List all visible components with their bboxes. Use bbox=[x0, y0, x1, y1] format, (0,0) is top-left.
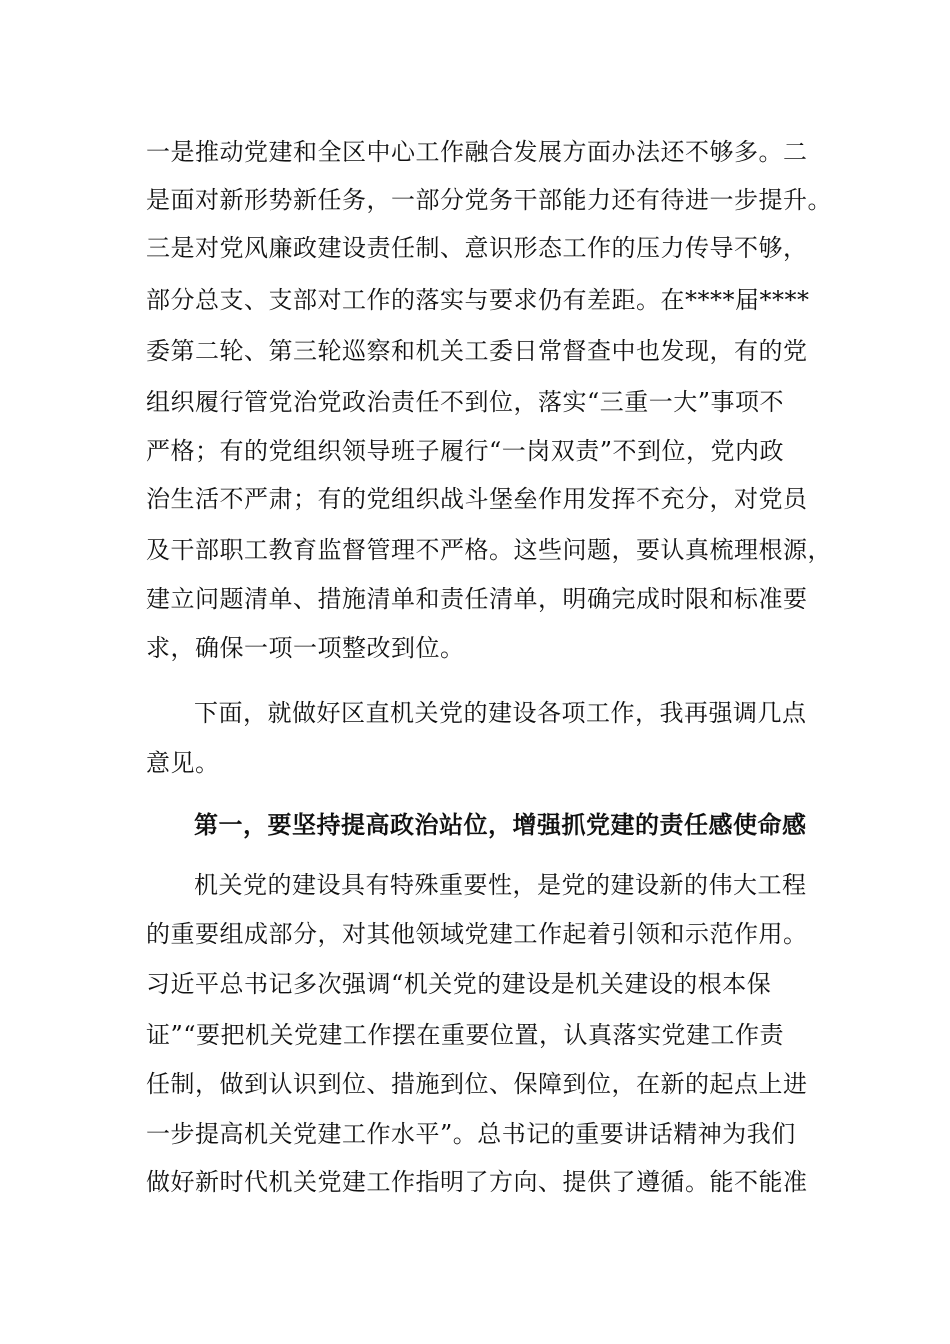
paragraph-line: 是面对新形势新任务，一部分党务干部能力还有待进一步提升。 bbox=[146, 186, 832, 214]
paragraph-line: 治生活不严肃；有的党组织战斗堡垒作用发挥不充分，对党员 bbox=[146, 485, 808, 513]
paragraph-line: 委第二轮、第三轮巡察和机关工委日常督查中也发现，有的党 bbox=[146, 337, 808, 365]
paragraph-line: 一步提高机关党建工作水平”。总书记的重要讲话精神为我们 bbox=[146, 1120, 796, 1148]
paragraph-line: 一是推动党建和全区中心工作融合发展方面办法还不够多。二 bbox=[146, 138, 808, 166]
paragraph-line: 严格；有的党组织领导班子履行“一岗双责”不到位，党内政 bbox=[146, 437, 785, 465]
section-heading: 第一，要坚持提高政治站位，增强抓党建的责任感使命感 bbox=[194, 811, 807, 839]
paragraph-line: 任制，做到认识到位、措施到位、保障到位，在新的起点上进 bbox=[146, 1070, 808, 1098]
paragraph-line: 习近平总书记多次强调“机关党的建设是机关建设的根本保 bbox=[146, 970, 772, 998]
paragraph-line: 下面，就做好区直机关党的建设各项工作，我再强调几点 bbox=[194, 699, 807, 727]
paragraph-line: 三是对党风廉政建设责任制、意识形态工作的压力传导不够， bbox=[146, 234, 808, 262]
paragraph-line: 机关党的建设具有特殊重要性，是党的建设新的伟大工程 bbox=[194, 871, 807, 899]
paragraph-line: 意见。 bbox=[146, 749, 220, 777]
paragraph-line: 及干部职工教育监督管理不严格。这些问题，要认真梳理根源， bbox=[146, 536, 832, 564]
paragraph-line: 部分总支、支部对工作的落实与要求仍有差距。在****届**** bbox=[146, 286, 810, 314]
paragraph-line: 求，确保一项一项整改到位。 bbox=[146, 634, 465, 662]
paragraph-line: 组织履行管党治党政治责任不到位，落实“三重一大”事项不 bbox=[146, 388, 785, 416]
paragraph-line: 的重要组成部分，对其他领域党建工作起着引领和示范作用。 bbox=[146, 920, 808, 948]
paragraph-line: 证”“要把机关党建工作摆在重要位置，认真落实党建工作责 bbox=[146, 1021, 785, 1049]
paragraph-line: 建立问题清单、措施清单和责任清单，明确完成时限和标准要 bbox=[146, 585, 808, 613]
paragraph-line: 做好新时代机关党建工作指明了方向、提供了遵循。能不能准 bbox=[146, 1168, 808, 1196]
